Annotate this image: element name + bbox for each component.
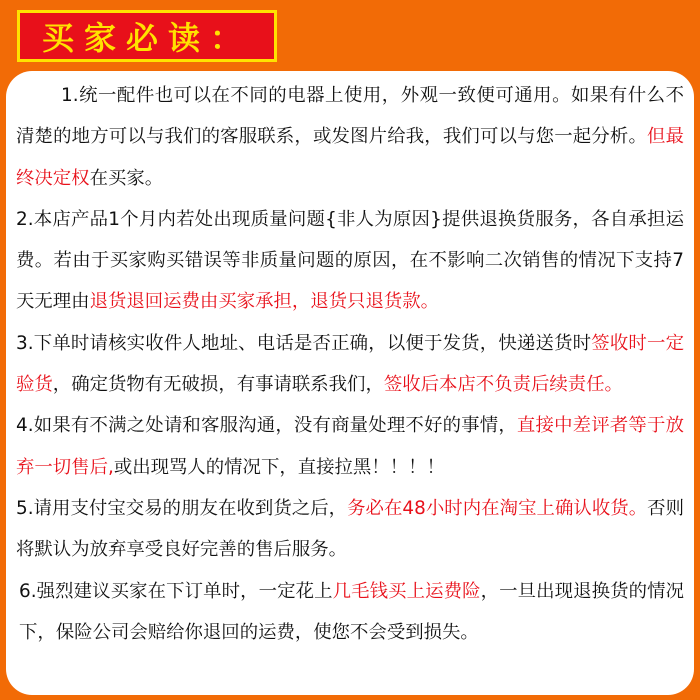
notice-item-2 [16, 199, 684, 323]
notice-item-2-emphasis: 退货退回运费由买家承担，退货只退货款。 [89, 291, 440, 313]
notice-item-5 [16, 488, 684, 571]
notice-item-4-text-end: 或出现骂人的情况下，直接拉黑！！！！ [113, 456, 445, 478]
notice-item-6 [16, 571, 684, 654]
notice-item-3-emphasis: 签收时一定验货 [16, 332, 684, 396]
notice-item-5-text-end: 否则将默认为放弃享受良好完善的售后服务。 [16, 497, 684, 561]
notice-item-1-emphasis: 但最终决定权 [16, 126, 684, 189]
notice-item-1 [16, 75, 684, 199]
banner-title: 买家必读： [41, 19, 252, 57]
notice-item-3 [16, 323, 684, 406]
notice-item-1-text: 1.统一配件也可以在不同的电器上使用，外观一致便可通用。如果有什么不清楚的地方可以与我们的客服联系，或发图片给我，我们可以与您一起分析。 [16, 85, 684, 148]
notice-item-3-text: 3.下单时请核实收件人地址、电话是否正确，以便于发货，快递送货时 [16, 332, 592, 354]
notice-item-4 [16, 405, 684, 488]
notice-item-5-text: 5.请用支付宝交易的朋友在收到货之后， [16, 497, 348, 519]
notice-item-5-emphasis: 务必在48小时内在淘宝上确认收货。 [347, 497, 648, 519]
notice-item-4-emphasis: 直接中差评者等于放弃一切售后, [16, 415, 684, 478]
notice-item-3-text-mid: ，确定货物有无破损，有事请联系我们， [52, 374, 384, 396]
notice-item-2-text: 2.本店产品1个月内若处出现质量问题{非人为原因}提供退换货服务，各自承担运费。若由于买家购买错误等非质量问题的原因，在不影响二次销售的情况下支持7天无理由 [16, 208, 684, 313]
notice-item-3-emphasis-2: 签收后本店不负责后续责任。 [383, 374, 623, 396]
notice-item-4-text: 4.如果有不满之处请和客服沟通，没有商量处理不好的事情， [16, 415, 517, 437]
notice-item-6-emphasis: 几毛钱买上运费险 [332, 580, 481, 602]
notice-item-1-text-end: 在买家。 [89, 167, 164, 189]
notice-item-6-text: 6.强烈建议买家在下订单时，一定花上 [19, 580, 333, 602]
notice-item-6-text-end: ，一旦出现退换货的情况下，保险公司会赔给你退回的运费，使您不会受到损失。 [19, 580, 684, 643]
header-banner [17, 10, 277, 62]
notice-panel [6, 71, 694, 695]
